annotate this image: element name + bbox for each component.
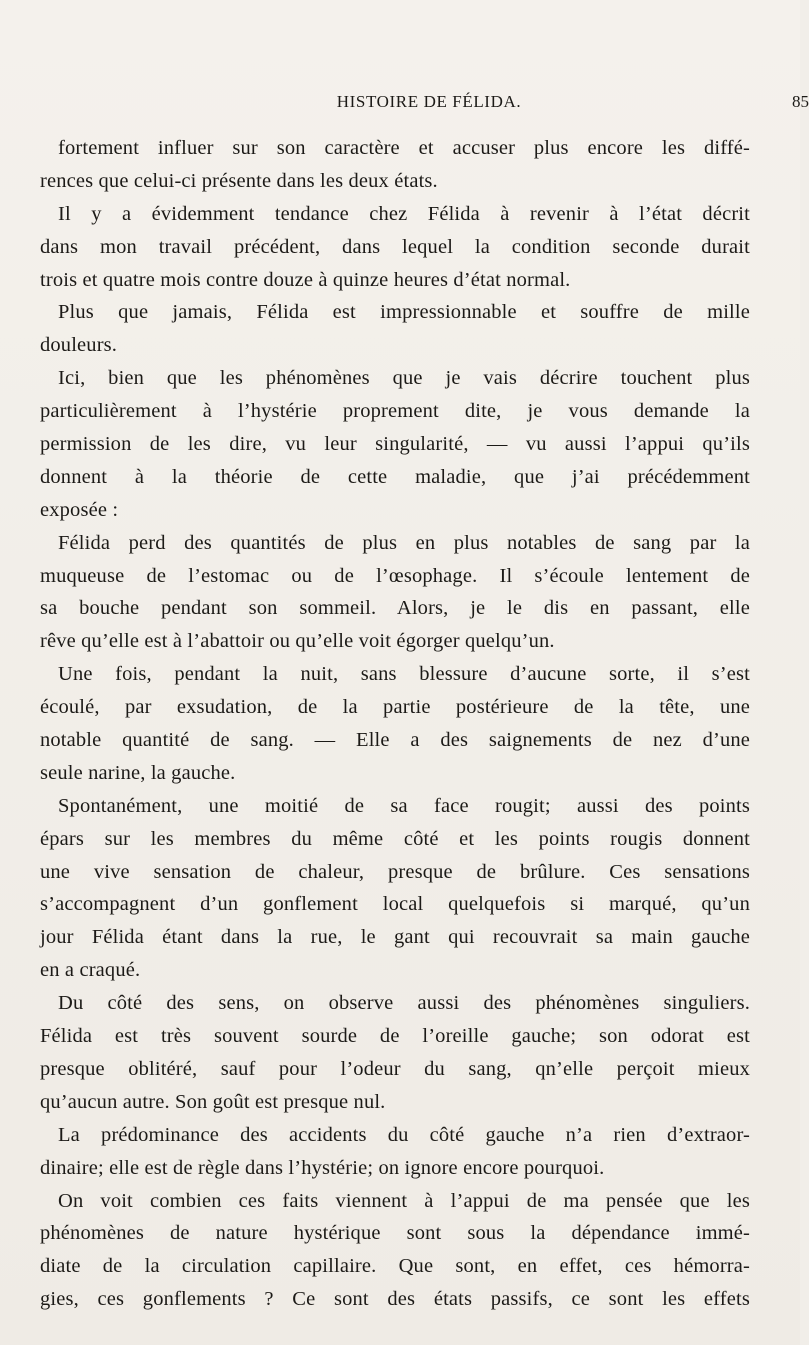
text-line: dans mon travail précédent, dans lequel la condition seconde durait [40, 235, 750, 258]
paragraph [40, 198, 750, 297]
text-line: sa bouche pendant son sommeil. Alors, je le dis en passant, elle [40, 597, 750, 620]
paragraph [40, 362, 750, 526]
text-line: exposée : [40, 498, 119, 521]
text-line: seule narine, la gauche. [40, 761, 236, 784]
text-line: particulièrement à l’hystérie proprement dite, je vous demande la [40, 400, 750, 423]
text-line: une vive sensation de chaleur, presque de brûlure. Ces sensations [40, 860, 750, 883]
text-line: Plus que jamais, Félida est impressionnable et souffre de mille [58, 301, 750, 324]
paragraph [40, 1185, 750, 1317]
text-line: diate de la circulation capillaire. Que sont, en effet, ces hémorra- [40, 1255, 750, 1278]
text-line: trois et quatre mois contre douze à quinze heures d’état normal. [40, 268, 571, 291]
paragraph [40, 1119, 750, 1185]
text-line: Du côté des sens, on observe aussi des phénomènes singuliers. [58, 992, 750, 1015]
running-title: HISTOIRE DE FÉLIDA. [336, 92, 522, 111]
text-line: Une fois, pendant la nuit, sans blessure d’aucune sorte, il s’est [58, 663, 750, 686]
text-line: dinaire; elle est de règle dans l’hystérie; on ignore encore pourquoi. [40, 1156, 605, 1179]
body-text [40, 132, 750, 1316]
text-line: Félida perd des quantités de plus en plus notables de sang par la [58, 531, 750, 554]
text-line: gies, ces gonflements ? Ce sont des états passifs, ce sont les effets [40, 1288, 750, 1311]
text-line: notable quantité de sang. — Elle a des saignements de nez d’une [40, 729, 750, 752]
paragraph [40, 132, 750, 198]
text-line: muqueuse de l’estomac ou de l’œsophage. Il s’écoule lentement de [40, 564, 750, 587]
text-line: qu’aucun autre. Son goût est presque nul. [40, 1090, 386, 1113]
running-head [40, 92, 809, 116]
text-line: rêve qu’elle est à l’abattoir ou qu’elle voit égorger quelqu’un. [40, 630, 555, 653]
text-line: jour Félida étant dans la rue, le gant qui recouvrait sa main gauche [40, 926, 750, 949]
text-line: douleurs. [40, 334, 118, 357]
text-line: Il y a évidemment tendance chez Félida à revenir à l’état décrit [58, 202, 750, 225]
text-line: épars sur les membres du même côté et les points rougis donnent [40, 827, 750, 850]
text-line: donnent à la théorie de cette maladie, que j’ai précédemment [40, 465, 750, 488]
text-line: Félida est très souvent sourde de l’oreille gauche; son odorat est [40, 1025, 750, 1048]
paragraph [40, 790, 750, 987]
text-line: Ici, bien que les phénomènes que je vais décrire touchent plus [58, 367, 750, 390]
text-line: écoulé, par exsudation, de la partie postérieure de la tête, une [40, 696, 750, 719]
text-line: permission de les dire, vu leur singularité, — vu aussi l’appui qu’ils [40, 433, 750, 456]
text-line: La prédominance des accidents du côté gauche n’a rien d’extraor- [58, 1123, 750, 1146]
paragraph [40, 658, 750, 790]
text-line: phénomènes de nature hystérique sont sous la dépendance immé- [40, 1222, 750, 1245]
text-line: On voit combien ces faits viennent à l’appui de ma pensée que les [58, 1189, 750, 1212]
text-line: Spontanément, une moitié de sa face rougit; aussi des points [58, 794, 750, 817]
text-line: fortement influer sur son caractère et accuser plus encore les diffé- [58, 137, 750, 159]
text-line: en a craqué. [40, 959, 141, 982]
paragraph [40, 296, 750, 362]
text-line: rences que celui-ci présente dans les deux états. [40, 169, 438, 192]
text-line: presque oblitéré, sauf pour l’odeur du sang, qn’elle perçoit mieux [40, 1057, 750, 1080]
paragraph [40, 987, 750, 1119]
paragraph [40, 527, 750, 659]
text-line: s’accompagnent d’un gonflement local quelquefois si marqué, qu’un [40, 893, 750, 916]
page-number: 85 [792, 92, 809, 111]
